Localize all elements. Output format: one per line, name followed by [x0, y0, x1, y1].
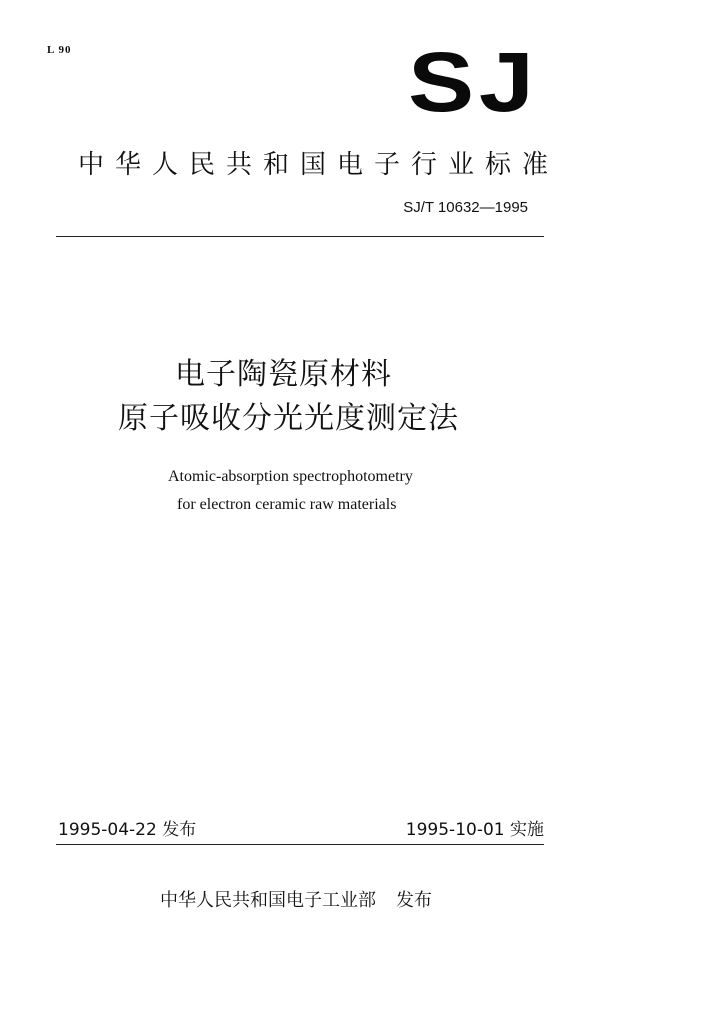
header-title: 中华人民共和国电子行业标准 — [78, 150, 560, 180]
publisher — [160, 886, 432, 912]
title-cn-line1: 电子陶瓷原材料 — [175, 357, 392, 392]
issue-date: 1995-04-22 发布 — [58, 820, 197, 840]
classification-code: L 90 — [47, 44, 72, 56]
top-divider — [56, 236, 544, 237]
title-en-line1: Atomic-absorption spectrophotometry — [168, 468, 413, 485]
publisher-action: 发布 — [396, 890, 432, 911]
publisher-name: 中华人民共和国电子工业部 — [160, 890, 376, 911]
bottom-divider — [56, 844, 544, 845]
title-en-line2: for electron ceramic raw materials — [177, 496, 397, 513]
sj-logo: SJ — [408, 35, 539, 129]
title-cn-line2: 原子吸收分光光度测定法 — [118, 401, 459, 436]
implementation-date: 1995-10-01 实施 — [405, 820, 544, 840]
standard-number: SJ/T 10632—1995 — [403, 199, 528, 216]
